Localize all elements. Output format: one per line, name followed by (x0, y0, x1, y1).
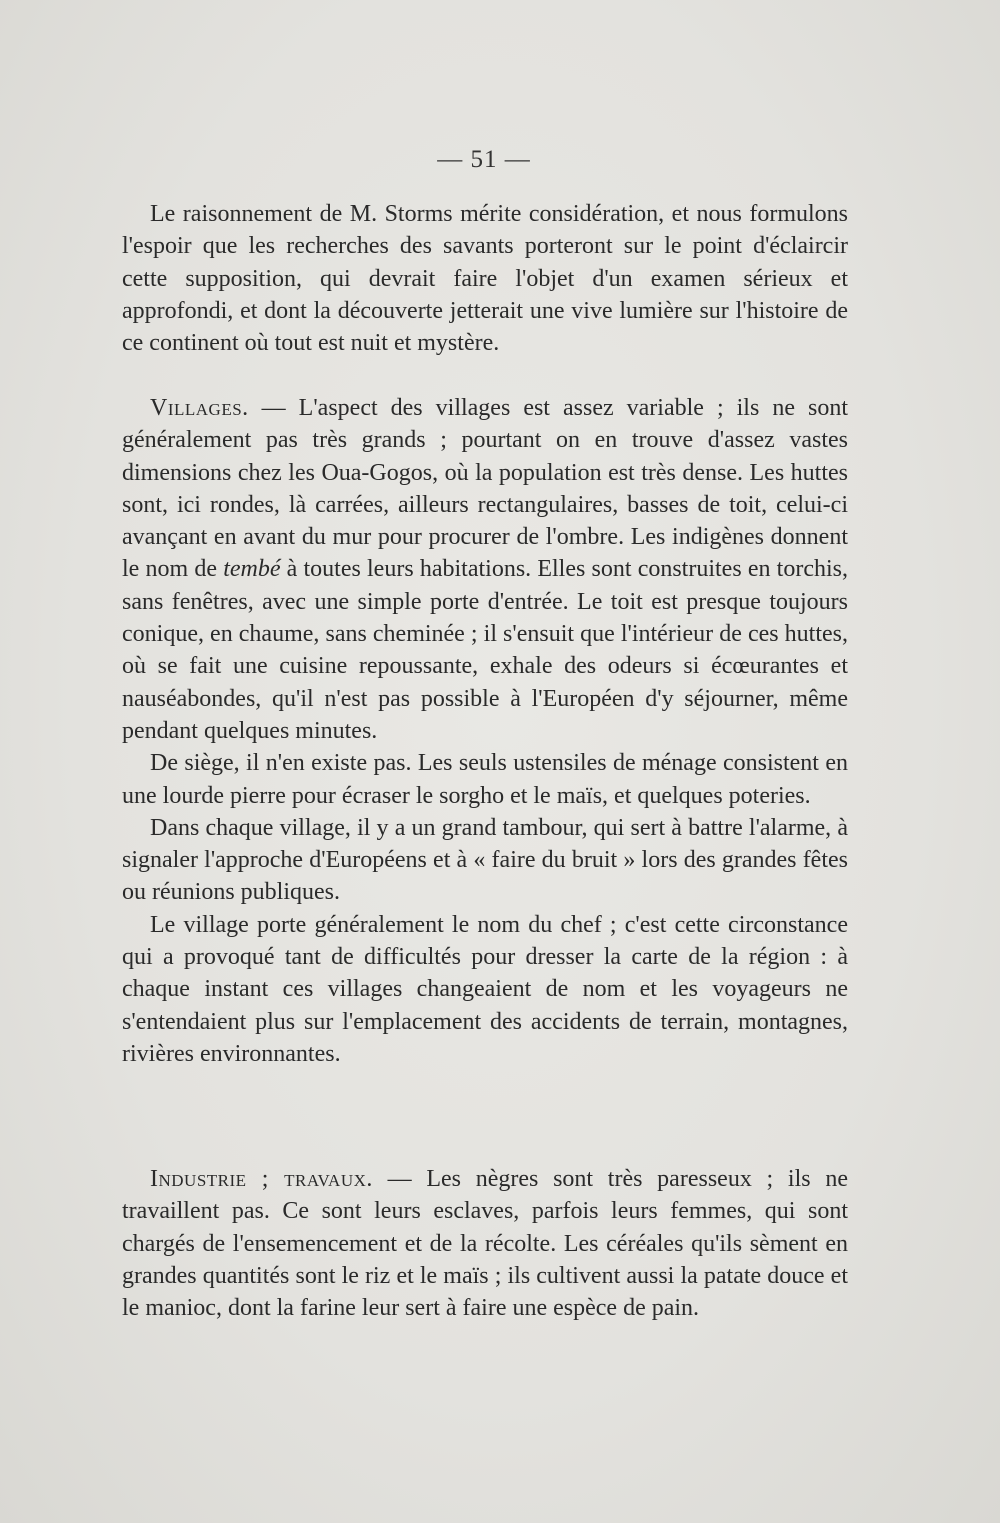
villages-heading: Villages. (150, 395, 249, 421)
intro-paragraph: Le raisonnement de M. Storms mérite considération, et nous formulons l'espoir que les recherches des savants porteront sur le point d'éclaircir cette supposition, qui devrait faire l'objet d'un examen sérieux et approfondi, et dont la découverte jetterait une vive lumière sur l'histoire de ce continent où tout est nuit et mystère. (122, 201, 848, 357)
villages-p1-text-b: à toutes leurs habitations. Elles sont construites en torchis, sans fenêtres, avec une simple porte d'entrée. Le toit est presque toujours conique, en chaume, sans cheminée ; il s'ensuit que l'intérieur de ces huttes, où se fait une cuisine repoussante, exhale des odeurs si écœurantes et nauséabondes, qu'il n'est pas possible à l'Européen d'y séjourner, même pendant quelques minutes. (122, 556, 849, 744)
industrie-heading: Industrie ; travaux. (150, 1166, 373, 1192)
industrie-section (122, 1163, 848, 1324)
intro-section (122, 198, 848, 359)
villages-p1-text-a: — L'aspect des villages est assez variable ; ils ne sont généralement pas très grands ; pourtant on en trouve d'assez vastes dimensions chez les Oua-Gogos, où la population est très dense. Les huttes sont, ici rondes, là carrées, ailleurs rectangulaires, basses de toit, celui-ci avançant en avant du mur pour procurer de l'ombre. Les indigènes donnent le nom de (122, 395, 848, 583)
villages-paragraph-2: De siège, il n'en existe pas. Les seuls ustensiles de ménage consistent en une lourde pierre pour écraser le sorgho et le maïs, et quelques poteries. (122, 750, 848, 809)
villages-paragraph-4: Le village porte généralement le nom du chef ; c'est cette circonstance qui a provoqué tant de difficultés pour dresser la carte de la région : à chaque instant ces villages changeaient de nom et les voyageurs ne s'entendaient plus sur l'emplacement des accidents de terrain, montagnes, rivières environnantes. (122, 911, 848, 1067)
villages-section (122, 392, 848, 1070)
villages-p1-italic-term: tembé (223, 556, 281, 583)
industrie-paragraph (122, 1163, 848, 1324)
industrie-text: — Les nègres sont très paresseux ; ils ne travaillent pas. Ce sont leurs esclaves, parfois leurs femmes, qui sont chargés de l'ensemencement et de la récolte. Les céréales qu'ils sèment en grandes quantités sont le riz et le maïs ; ils cultivent aussi la patate douce et le manioc, dont la farine leur sert à faire une espèce de pain. (122, 1166, 848, 1322)
page-number: — 51 — (437, 146, 531, 173)
villages-paragraph-1 (122, 392, 848, 747)
villages-paragraph-3: Dans chaque village, il y a un grand tambour, qui sert à battre l'alarme, à signaler l'approche d'Européens et à « faire du bruit » lors des grandes fêtes ou réunions publiques. (122, 814, 848, 906)
